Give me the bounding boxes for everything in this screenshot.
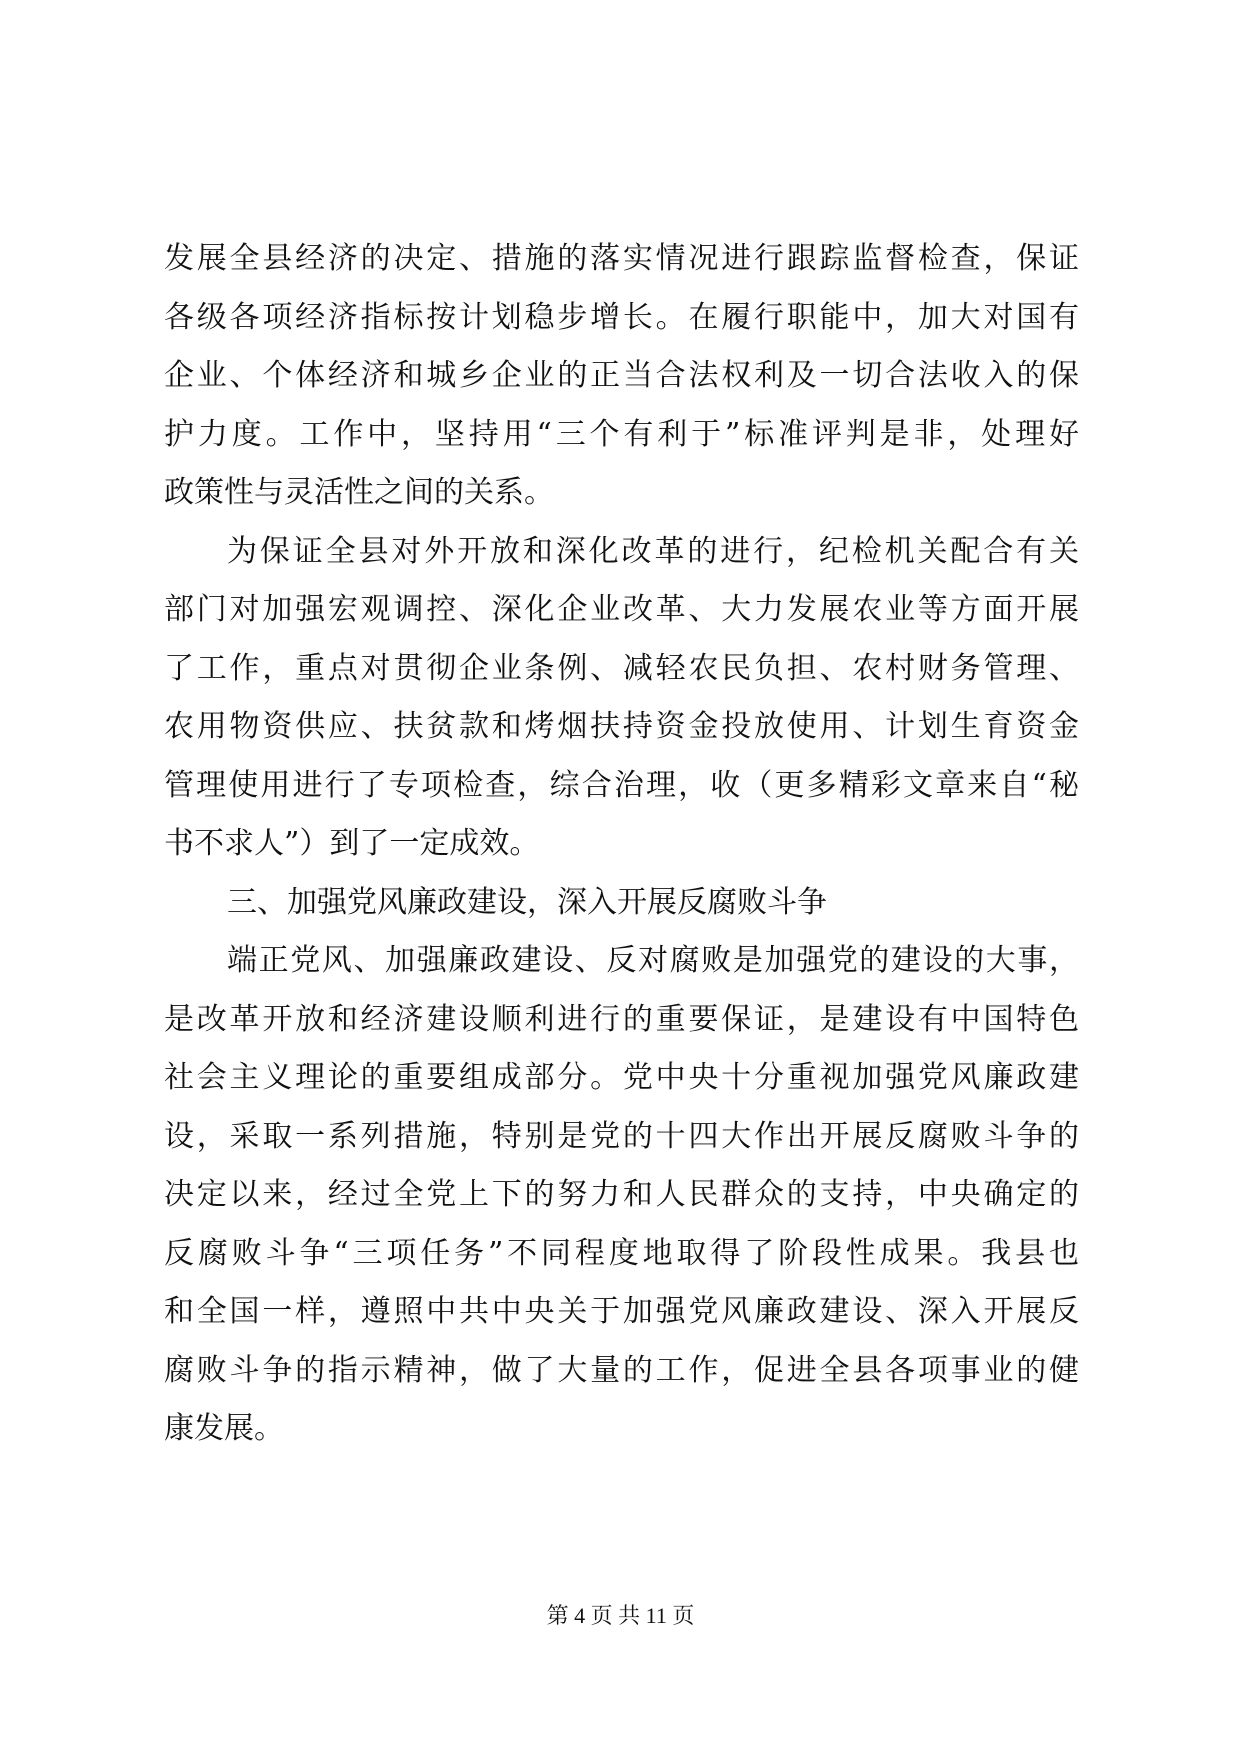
text-line: 了工作，重点对贯彻企业条例、减轻农民负担、农村财务管理、	[164, 650, 1079, 686]
text-line: 端正党风、加强廉政建设、反对腐败是加强党的建设的大事，	[227, 943, 1079, 978]
text-line: 农用物资供应、扶贫款和烤烟扶持资金投放使用、计划生育资金	[164, 709, 1079, 744]
paragraph	[164, 523, 1079, 874]
text-line: 决定以来，经过全党上下的努力和人民群众的支持，中央确定的	[164, 1177, 1079, 1212]
text-line: 社会主义理论的重要组成部分。党中央十分重视加强党风廉政建	[164, 1060, 1079, 1095]
text-line: 发展全县经济的决定、措施的落实情况进行跟踪监督检查，保证	[164, 241, 1079, 276]
text-line: 为保证全县对外开放和深化改革的进行，纪检机关配合有关	[227, 533, 1079, 569]
text-line: 和全国一样，遵照中共中央关于加强党风廉政建设、深入开展反	[164, 1294, 1079, 1329]
text-line: 管理使用进行了专项检查，综合治理，收（更多精彩文章来自“秘	[164, 767, 1079, 803]
text-line: 康发展。	[164, 1411, 284, 1446]
text-line: 护力度。工作中，坚持用“三个有利于”标准评判是非，处理好	[164, 416, 1079, 452]
section-heading	[164, 874, 1079, 933]
text-line: 企业、个体经济和城乡企业的正当合法权利及一切合法收入的保	[164, 358, 1079, 393]
text-line: 腐败斗争的指示精神，做了大量的工作，促进全县各项事业的健	[164, 1352, 1079, 1388]
text-line: 设，采取一系列措施，特别是党的十四大作出开展反腐败斗争的	[164, 1118, 1079, 1154]
text-line: 是改革开放和经济建设顺利进行的重要保证，是建设有中国特色	[164, 1001, 1079, 1037]
heading-text: 三、加强党风廉政建设，深入开展反腐败斗争	[227, 884, 827, 920]
text-line: 各级各项经济指标按计划稳步增长。在履行职能中，加大对国有	[164, 299, 1079, 335]
page-number-footer: 第 4 页 共 11 页	[546, 1603, 695, 1628]
text-line: 反腐败斗争“三项任务”不同程度地取得了阶段性成果。我县也	[164, 1235, 1079, 1271]
text-line: 书不求人”）到了一定成效。	[164, 826, 540, 861]
paragraph	[164, 230, 1079, 523]
text-line: 部门对加强宏观调控、深化企业改革、大力发展农业等方面开展	[164, 592, 1079, 627]
text-line: 政策性与灵活性之间的关系。	[164, 475, 554, 510]
paragraph	[164, 932, 1079, 1459]
document-body	[164, 230, 1079, 1459]
